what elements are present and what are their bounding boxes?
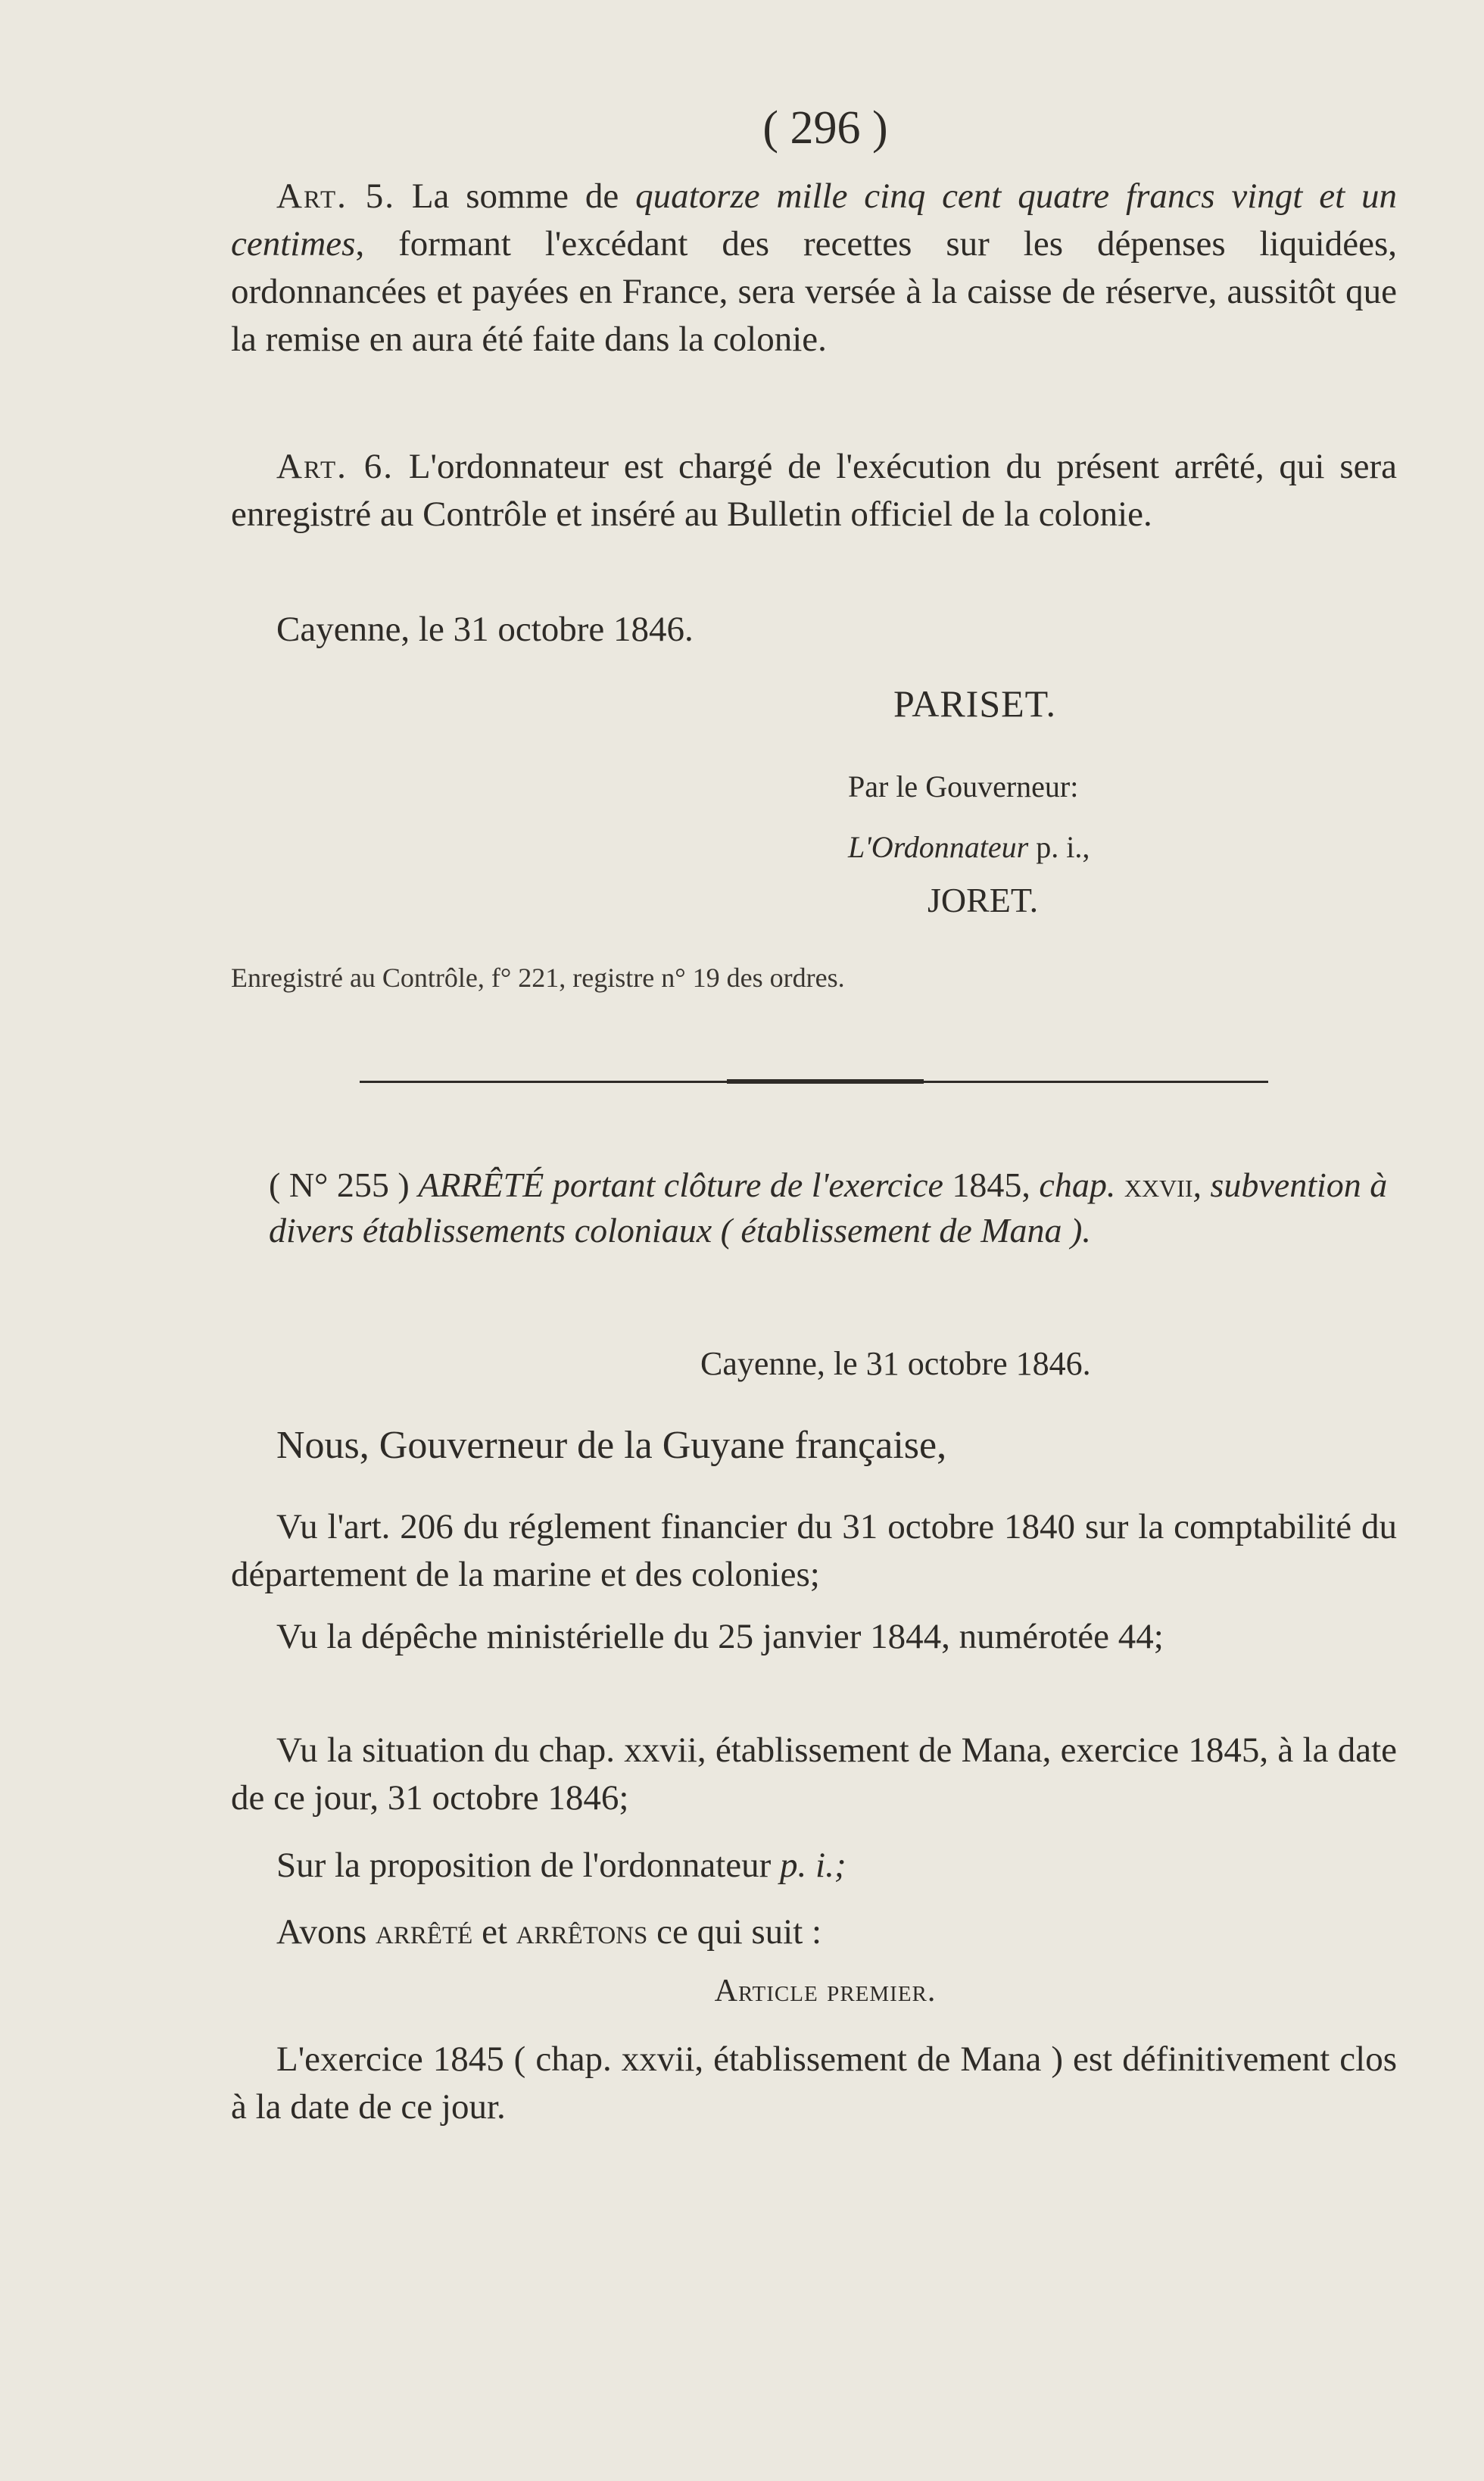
sur-proposition-text: Sur la proposition de l'ordonnateur — [276, 1846, 781, 1885]
arrete-chap: chap. — [1039, 1166, 1116, 1204]
sur-proposition — [231, 1842, 1397, 1890]
avons-arrete-word: arrêté — [376, 1912, 473, 1952]
article-5-text-a: La somme de — [394, 176, 636, 216]
ordonnateur-line — [848, 829, 1090, 865]
arrete-title-a: ARRÊTÉ portant clôture de l'exercice — [418, 1166, 952, 1204]
vu-situation: Vu la situation du chap. xxvii, établissement de Mana, exercice 1845, à la date de ce jour, 31 octobre 1846; — [231, 1730, 1397, 1818]
article-5-amount: quatorze mille cinq cent quatre francs vingt et un centimes — [231, 176, 1397, 264]
arrete-title-b: , subvention à divers établissements coloniaux ( établissement de Mana ). — [269, 1166, 1388, 1250]
arrete-chap-roman: xxvii — [1115, 1166, 1193, 1204]
avons-text-c: ce qui suit : — [647, 1912, 822, 1952]
dateline-2: Cayenne, le 31 octobre 1846. — [700, 1345, 1091, 1382]
page-number: ( 296 ) — [762, 102, 888, 154]
ordonnateur-suffix: p. i., — [1028, 830, 1090, 864]
arrete-year: 1845 — [952, 1166, 1022, 1204]
signature-joret: JORET. — [928, 881, 1039, 919]
arrete-sep: , — [1021, 1166, 1040, 1204]
signature-pariset: PARISET. — [893, 682, 1057, 725]
par-le-gouverneur: Par le Gouverneur: — [848, 769, 1079, 804]
registration-note: Enregistré au Contrôle, f° 221, registre n° 19 des ordres. — [231, 963, 845, 993]
avons-arretons-word: arrêtons — [516, 1912, 648, 1952]
final-article-text: L'exercice 1845 ( chap. xxvii, établissement de Mana ) est définitivement clos à la date de ce jour. — [231, 2039, 1397, 2127]
article-6-number: Art. 6. — [276, 447, 394, 486]
arrete-number: ( N° 255 ) — [269, 1166, 419, 1204]
article-6 — [231, 443, 1397, 538]
article-5 — [231, 173, 1397, 364]
article-6-text: L'ordonnateur est chargé de l'exécution du présent arrêté, qui sera enregistré au Contrôle et inséré au Bulletin officiel de la colonie. — [231, 447, 1397, 534]
article-5-text-b: , formant l'excédant des recettes sur les dépenses liquidées, ordonnancées et payées en France, sera versée à la caisse de réserve, aussitôt que la remise en aura été faite dans la colonie. — [231, 224, 1397, 359]
sur-proposition-pi: p. i.; — [780, 1846, 846, 1885]
avons-text-a: Avons — [276, 1912, 376, 1952]
section-divider-thick — [727, 1079, 924, 1084]
arrete-heading — [269, 1162, 1404, 1253]
vu-article-206: Vu l'art. 206 du réglement financier du 31 octobre 1840 sur la comptabilité du département de la marine et des colonies; — [231, 1507, 1397, 1594]
dateline-1: Cayenne, le 31 octobre 1846. — [276, 610, 694, 649]
article-5-number: Art. 5. — [276, 176, 395, 216]
article-premier-heading: Article premier. — [714, 1974, 937, 2008]
nous-line: Nous, Gouverneur de la Guyane française, — [276, 1424, 947, 1467]
ordonnateur-title: L'Ordonnateur — [848, 830, 1029, 864]
avons-arrete — [231, 1908, 1397, 1956]
avons-text-b: et — [472, 1912, 516, 1952]
vu-depeche: Vu la dépêche ministérielle du 25 janvier 1844, numérotée 44; — [276, 1617, 1164, 1656]
